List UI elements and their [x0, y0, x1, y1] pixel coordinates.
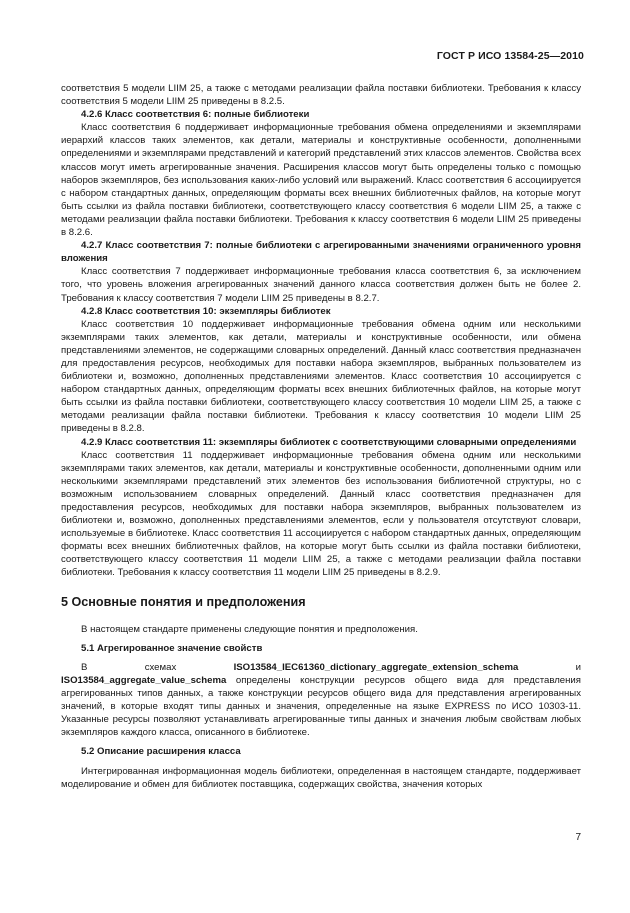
paragraph: Класс соответствия 7 поддерживает информационные требования класса соответствия 6, за исключением того, что уровень вложения агрегированных значений данного класса соответствия должен быть не более 2. Требования к классу соответствия 7 модели LIIM 25 приведены в 8.2.7.: [61, 266, 581, 304]
subsection-heading: 4.2.6 Класс соответствия 6: полные библиотеки: [81, 109, 310, 121]
paragraph: Класс соответствия 10 поддерживает информационные требования обмена одним или несколькими экземплярами таких элементов, как детали, материалы и конструктивные особенности, или обмена представлениями элементов, не содержащими словарных определений. Данный класс соответствия предназначен для предоставления ресурсов, необходимых для поставки набора экземпляров, выбранных пользователем из библиотеки и, возможно, дополненных представлениями элементов. Класс соответствия 10 ассоциируется с набором стандартных данных, определяющим форматы всех внешних библиотечных файлов, на которые могут быть ссылки из файла поставки библиотеки, соответствующего классу соответствия 10 модели LIIM 25, а также с методами реализации файла поставки библиотеки. Требования к классу соответствия 10 модели LIIM 25 приведены в 8.2.8.: [61, 318, 581, 435]
paragraph: Класс соответствия 11 поддерживает информационные требования обмена одним или несколькими экземплярами таких элементов, как детали, материалы и конструктивные особенности, дополненными одним или несколькими экземплярами представлений этих элементов без использования библиотечной структуры, но с возможным использованием словарных определений. Данный класс соответствия предназначен для предоставления ресурсов, необходимых для поставки набора экземпляров, выбранных пользователем из библиотеки и, возможно, дополненных представлениями элементов, если у пользователя отсутствуют словари, используемые в библиотеке. Класс соответствия 11 ассоциируется с набором стандартных данных, определяющим форматы всех внешних библиотечных файлов, на которые могут быть ссылки из файла поставки библиотеки, соответствующего классу соответствия 11 модели LIIM 25, а также с методами реализации файла поставки библиотеки. Требования к классу соответствия 11 модели LIIM 25 приведены в 8.2.9.: [61, 449, 581, 579]
subsection-heading: 4.2.8 Класс соответствия 10: экземпляры библиотек: [81, 305, 331, 317]
page-body: [61, 82, 581, 791]
subsection-heading: 5.1 Агрегированное значение свойств: [81, 642, 263, 654]
paragraph: [61, 661, 581, 740]
paragraph: Интегрированная информационная модель библиотеки, определенная в настоящем стандарте, поддерживает моделирование и обмен для библиотек поставщика, содержащих свойства, значения которых: [61, 765, 581, 790]
paragraph: Класс соответствия 6 поддерживает информационные требования обмена определениями и экземплярами иерархий классов таких элементов, как детали, материалы и конструктивные особенности, дополненными определениями и экземплярами представлений и категорий представлений этих классов элементов. Свойства всех классов могут иметь агрегированные значения. Расширения классов могут быть определены только с помощью наборов экземпляров, без использования каких-либо условий или выражений. Класс соответствия 6 ассоциируется с набором стандартных данных, определяющим форматы всех внешних библиотечных файлов, на которые могут быть ссылки из файла поставки библиотеки, соответствующего классу соответствия 6 модели LIIM 25, а также с методами реализации файла поставки библиотеки. Требования к классу соответствия 6 модели LIIM 25 приведены в 8.2.6.: [61, 122, 581, 239]
section-heading: 5 Основные понятия и предположения: [61, 594, 306, 609]
page-number: 7: [575, 832, 581, 843]
paragraph: В настоящем стандарте применены следующие понятия и предположения.: [81, 623, 418, 635]
text-run: В схемах: [81, 661, 234, 673]
subsection-heading: 4.2.7 Класс соответствия 7: полные библиотеки с агрегированными значениями ограниченного уровня вложения: [61, 240, 581, 265]
text-run: и: [518, 661, 582, 673]
subsection-heading: 4.2.9 Класс соответствия 11: экземпляры библиотек с соответствующими словарными определениями: [81, 436, 577, 448]
schema-name: ISO13584_IEC61360_dictionary_aggregate_extension_schema: [233, 661, 519, 673]
paragraph: соответствия 5 модели LIIM 25, а также с методами реализации файла поставки библиотеки. Требования к классу соответствия 5 модели LIIM 25 приведены в 8.2.5.: [61, 83, 581, 108]
schema-name: ISO13584_aggregate_value_schema: [61, 674, 227, 686]
document-header: ГОСТ Р ИСО 13584-25—2010: [436, 50, 584, 62]
subsection-heading: 5.2 Описание расширения класса: [81, 746, 241, 758]
text-run: определены конструкции ресурсов общего вида для представления агрегированных типов данных, а также конструкции ресурсов общего вида для представления агрегированных значений, в которые входят типы данных и значения, определенные на языке EXPRESS по ИСО 10303-11. Указанные ресурсы позволяют устанавливать агрегированные типы данных и значения любым свойствам любых экземпляров каждого класса, описанного в библиотеке.: [61, 674, 581, 739]
